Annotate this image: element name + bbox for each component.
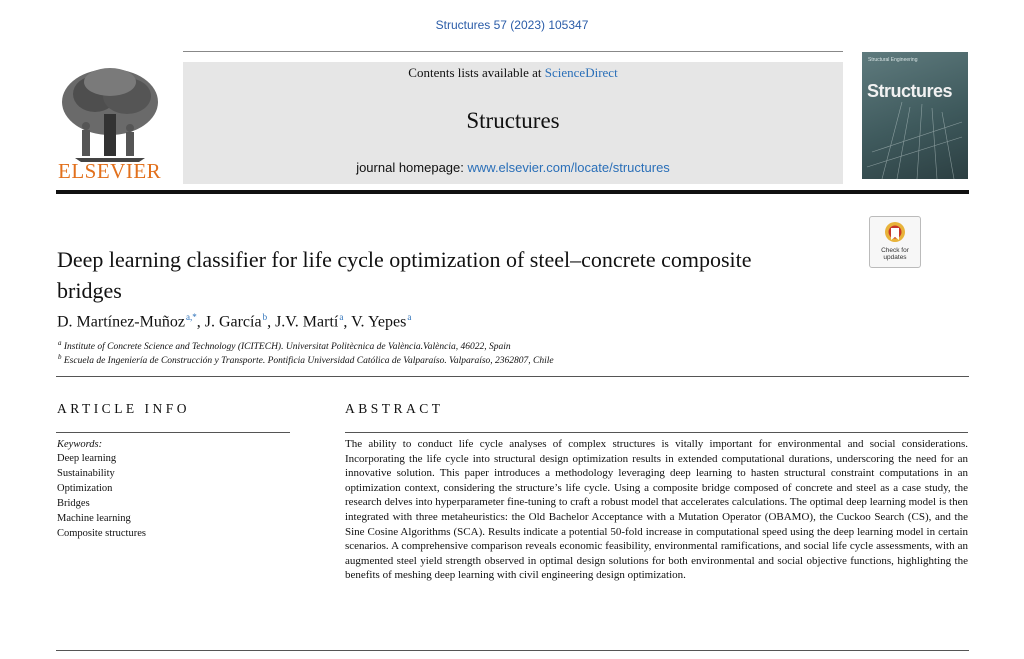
- keyword-item: Optimization: [57, 483, 113, 494]
- author-affiliation-mark[interactable]: a: [407, 312, 412, 322]
- author-separator: ,: [343, 313, 352, 331]
- abstract-heading: ABSTRACT: [345, 401, 444, 416]
- abstract-rule: [345, 432, 968, 433]
- affiliation-text: Institute of Concrete Science and Technology (ICITECH). Universitat Politècnica de València.València, 46022, Spain: [63, 342, 511, 353]
- keyword-item: Machine learning: [57, 513, 131, 524]
- cover-title: Structures: [867, 81, 953, 101]
- author-affiliation-mark[interactable]: a,*: [185, 312, 197, 322]
- header-bottom-rule: [56, 190, 969, 194]
- author-separator: ,: [196, 313, 205, 331]
- article-title: Deep learning classifier for life cycle optimization of steel–concrete composite bridges: [57, 247, 752, 303]
- author-affiliation-mark[interactable]: b: [262, 312, 268, 322]
- author-list: [57, 312, 411, 331]
- publisher-name: ELSEVIER: [58, 159, 162, 183]
- author-name[interactable]: V. Yepes: [351, 313, 407, 331]
- cover-top-text: Structural Engineering: [868, 57, 918, 63]
- keyword-item: Sustainability: [57, 468, 115, 479]
- author-name[interactable]: J.V. Martí: [275, 313, 339, 331]
- affiliation-a: [57, 339, 511, 352]
- article-info-heading: ARTICLE INFO: [57, 401, 191, 416]
- keywords-label: Keywords:: [57, 439, 103, 450]
- abstract-text: The ability to conduct life cycle analyses of complex structures is vitally important for environmental and social considerations. Incorporating the life cycle into structural design optimization results in extended computational durations, underscoring the need for an innovative solution. This paper introduces a methodology leveraging deep learning to hasten structural constraint computations in an optimization context, considering the structure’s life cycle. Using a composite bridge composed of concrete and steel as a case study, the research delves into hyperparameter fine-tuning to craft a robust model that accelerates calculations. The optimal deep learning model is then integrated with three metaheuristics: the Old Bachelor Acceptance with a Mutation Operator (OBAMO), the Cuckoo Search (CS), and the Sine Cosine Algorithms (SCA). Results indicate a potential 50-fold increase in computational speed using the deep learning model in certain scenarios. A comprehensive comparison reveals economic feasibility, environmental ramifications, and social life cycle assessments, with an augmented steel yield strength observed in optimal design solutions for both environmental and social objective functions, highlighting the benefits of meshing deep learning with civil engineering design optimization.: [345, 438, 968, 582]
- author-affiliation-mark[interactable]: a: [339, 312, 344, 322]
- contents-prefix: Contents lists available at: [408, 65, 545, 80]
- affiliation-b: [57, 353, 554, 366]
- author-separator: ,: [267, 313, 276, 331]
- sciencedirect-link[interactable]: ScienceDirect: [544, 65, 618, 80]
- journal-title: Structures: [466, 108, 560, 133]
- bottom-rule: [56, 650, 969, 651]
- author-name[interactable]: D. Martínez-Muñoz: [57, 313, 185, 331]
- badge-label: Check for updates: [881, 247, 909, 261]
- check-for-updates-badge[interactable]: [869, 216, 921, 268]
- affiliation-text: Escuela de Ingeniería de Construcción y Transporte. Pontificia Universidad Católica de Valparaíso. Valparaíso, 2362807, Chile: [63, 356, 554, 367]
- keyword-item: Bridges: [57, 498, 90, 509]
- homepage-prefix: journal homepage:: [356, 160, 468, 175]
- homepage-link[interactable]: www.elsevier.com/locate/structures: [467, 160, 670, 175]
- affiliation-mark: b: [58, 353, 62, 361]
- bookmark-icon: [883, 221, 907, 247]
- journal-citation[interactable]: Structures 57 (2023) 105347: [435, 18, 589, 32]
- keyword-item: Deep learning: [57, 453, 117, 464]
- header-top-rule: [183, 51, 843, 52]
- journal-homepage: [183, 160, 843, 175]
- cover-graphic: [862, 52, 968, 179]
- journal-cover-image[interactable]: [862, 52, 968, 179]
- contents-line: [183, 65, 843, 81]
- article-info-rule: [56, 432, 290, 433]
- author-name[interactable]: J. García: [204, 313, 262, 331]
- keyword-item: Composite structures: [57, 528, 146, 539]
- section-divider: [56, 376, 969, 377]
- affiliation-mark: a: [58, 339, 62, 347]
